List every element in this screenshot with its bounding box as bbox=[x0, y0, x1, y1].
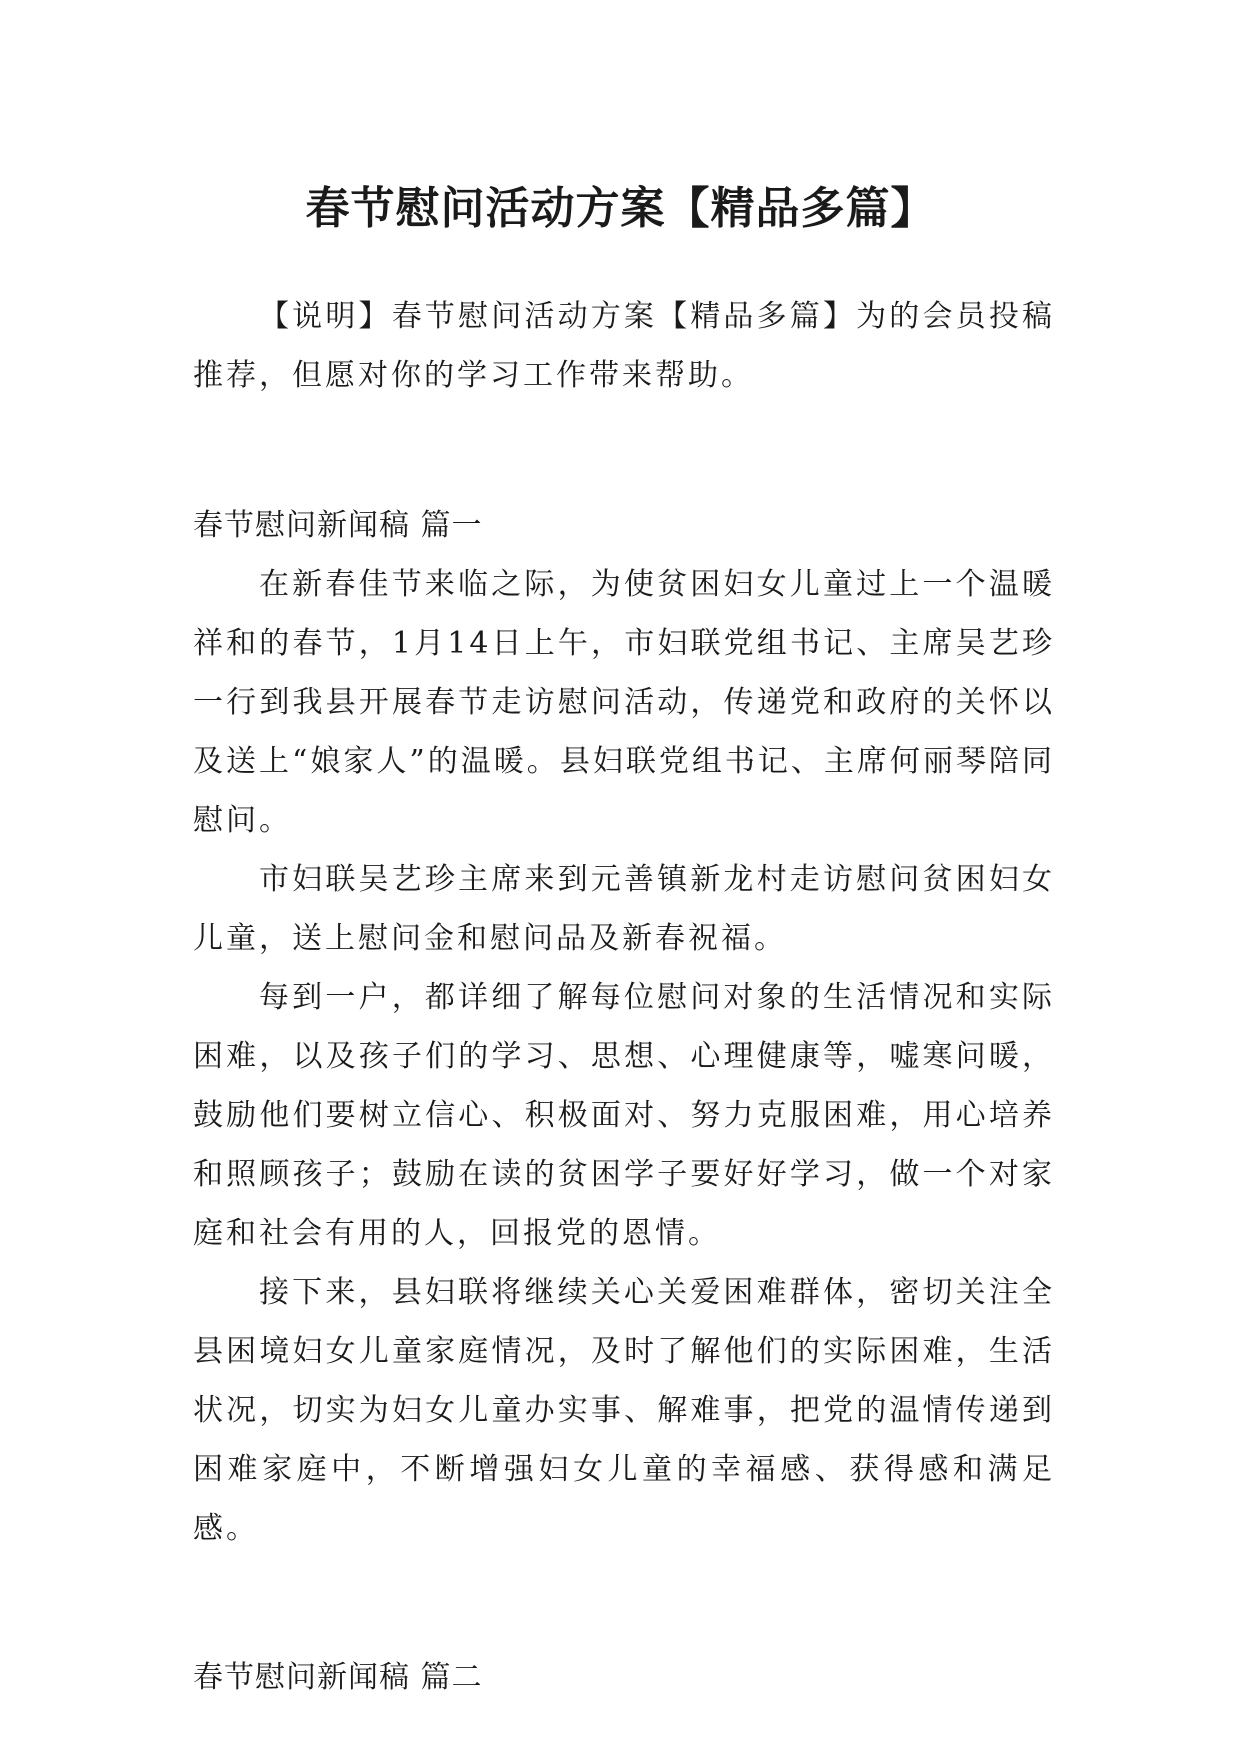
section-heading-1: 春节慰问新闻稿 篇一 bbox=[193, 508, 483, 543]
body-paragraph: 在新春佳节来临之际，为使贫困妇女儿童过上一个温暖祥和的春节，1月14日上午，市妇联党组书记、主席吴艺珍一行到我县开展春节走访慰问活动，传递党和政府的关怀以及送上“娘家人”的温暖。县妇联党组书记、主席何丽琴陪同慰问。 bbox=[193, 567, 1055, 838]
spacer bbox=[193, 1558, 1055, 1648]
body-paragraph: 市妇联吴艺珍主席来到元善镇新龙村走访慰问贫困妇女儿童，送上慰问金和慰问品及新春祝福。 bbox=[193, 862, 1055, 956]
document-body bbox=[193, 287, 1055, 1707]
body-paragraph: 接下来，县妇联将继续关心关爱困难群体，密切关注全县困境妇女儿童家庭情况，及时了解他们的实际困难，生活状况，切实为妇女儿童办实事、解难事，把党的温情传递到困难家庭中，不断增强妇女儿童的幸福感、获得感和满足感。 bbox=[193, 1275, 1055, 1546]
body-paragraph: 每到一户，都详细了解每位慰问对象的生活情况和实际困难，以及孩子们的学习、思想、心理健康等，嘘寒问暖，鼓励他们要树立信心、积极面对、努力克服困难，用心培养和照顾孩子；鼓励在读的贫困学子要好好学习，做一个对家庭和社会有用的人，回报党的恩情。 bbox=[193, 980, 1055, 1251]
intro-paragraph: 【说明】春节慰问活动方案【精品多篇】为的会员投稿推荐，但愿对你的学习工作带来帮助。 bbox=[193, 299, 1055, 393]
spacer bbox=[193, 405, 1055, 496]
document-title: 春节慰问活动方案【精品多篇】 bbox=[305, 183, 936, 235]
section-heading-2: 春节慰问新闻稿 篇二 bbox=[193, 1660, 483, 1695]
